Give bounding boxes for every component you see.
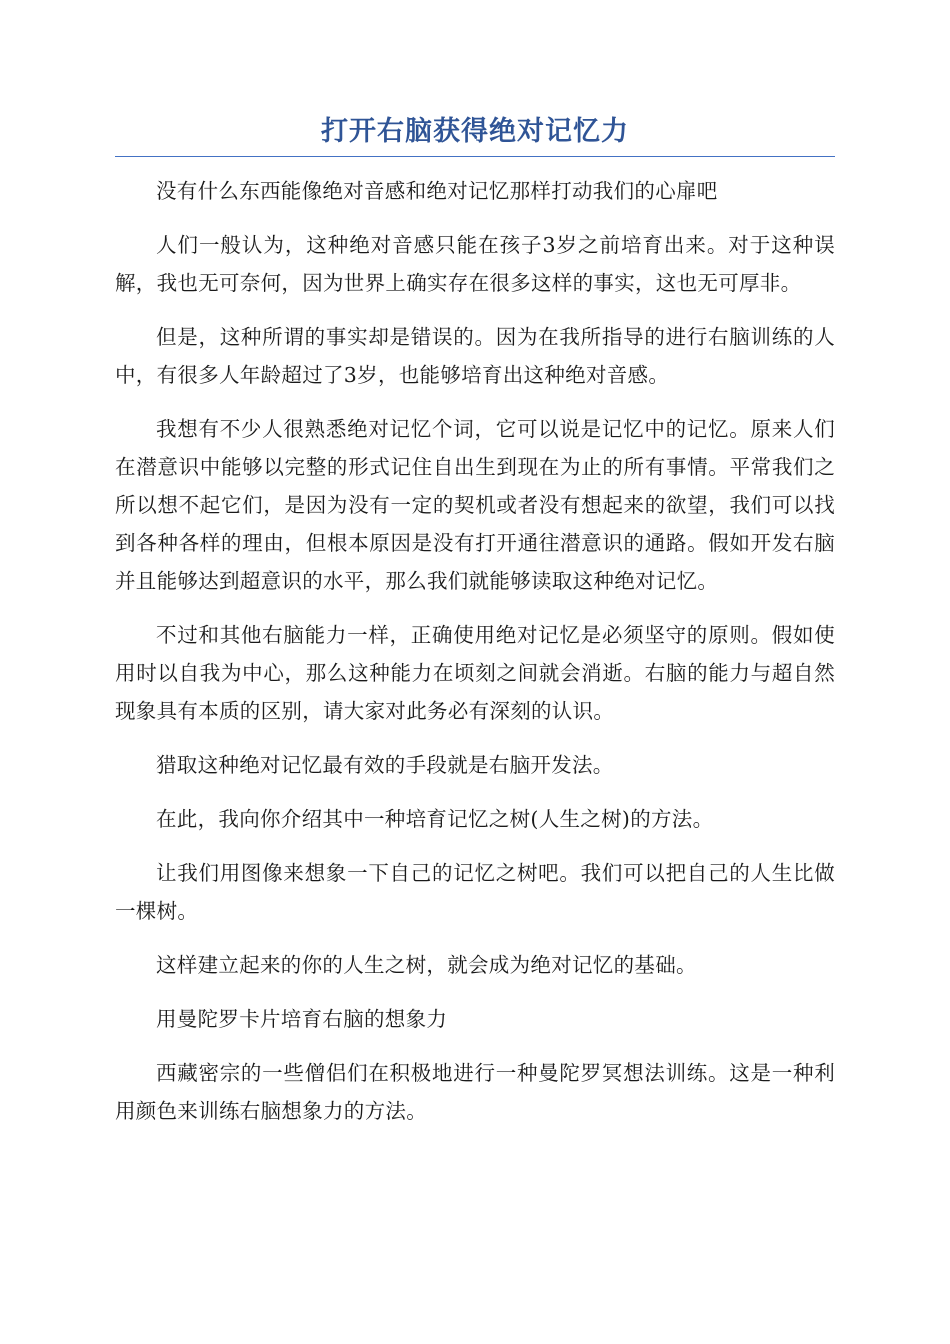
document-body <box>115 172 835 1146</box>
paragraph-2: 人们一般认为，这种绝对音感只能在孩子3岁之前培育出来。对于这种误解，我也无可奈何，因为世界上确实存在很多这样的事实，这也无可厚非。 <box>115 233 835 295</box>
paragraph-11: 西藏密宗的一些僧侣们在积极地进行一种曼陀罗冥想法训练。这是一种利用颜色来训练右脑想象力的方法。 <box>115 1061 835 1123</box>
paragraph-10: 用曼陀罗卡片培育右脑的想象力 <box>156 1007 448 1031</box>
page-title: 打开右脑获得绝对记忆力 <box>321 116 629 147</box>
paragraph-8: 让我们用图像来想象一下自己的记忆之树吧。我们可以把自己的人生比做一棵树。 <box>115 861 835 923</box>
paragraph-6: 猎取这种绝对记忆最有效的手段就是右脑开发法。 <box>156 753 614 777</box>
paragraph-9: 这样建立起来的你的人生之树，就会成为绝对记忆的基础。 <box>156 953 697 977</box>
paragraph-1: 没有什么东西能像绝对音感和绝对记忆那样打动我们的心扉吧 <box>156 179 718 203</box>
paragraph-5: 不过和其他右脑能力一样，正确使用绝对记忆是必须坚守的原则。假如使用时以自我为中心，那么这种能力在顷刻之间就会消逝。右脑的能力与超自然现象具有本质的区别，请大家对此务必有深刻的认识。 <box>115 623 835 723</box>
paragraph-3: 但是，这种所谓的事实却是错误的。因为在我所指导的进行右脑训练的人中，有很多人年龄超过了3岁，也能够培育出这种绝对音感。 <box>115 325 835 387</box>
paragraph-7: 在此，我向你介绍其中一种培育记忆之树(人生之树)的方法。 <box>156 807 714 831</box>
paragraph-4: 我想有不少人很熟悉绝对记忆个词，它可以说是记忆中的记忆。原来人们在潜意识中能够以完整的形式记住自出生到现在为止的所有事情。平常我们之所以想不起它们，是因为没有一定的契机或者没有想起来的欲望，我们可以找到各种各样的理由，但根本原因是没有打开通往潜意识的通路。假如开发右脑并且能够达到超意识的水平，那么我们就能够读取这种绝对记忆。 <box>115 417 835 593</box>
title-block <box>115 112 835 157</box>
